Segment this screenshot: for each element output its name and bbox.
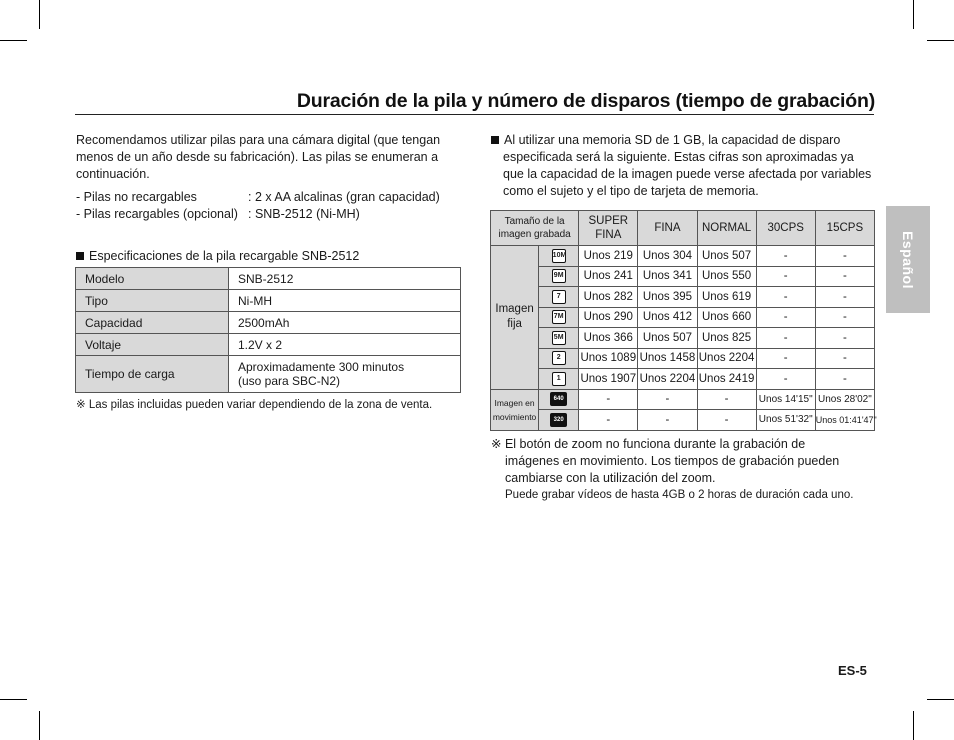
cell-15fps: - — [815, 287, 874, 308]
intro-line: continuación. — [76, 167, 150, 181]
spec-value: 1.2V x 2 — [229, 334, 461, 356]
cell-fina: Unos 395 — [638, 287, 697, 308]
spec-value — [229, 356, 461, 393]
zoom-note-line: ※ El botón de zoom no funciona durante la grabación de — [491, 437, 806, 451]
crop-mark — [927, 699, 954, 700]
cell-normal: Unos 507 — [697, 246, 756, 267]
header-30fps: 30CPS — [756, 211, 815, 246]
spec-value-line: (uso para SBC-N2) — [238, 374, 341, 388]
cell-fina: Unos 1458 — [638, 348, 697, 369]
size-1m-icon: 1 — [539, 369, 579, 390]
header-normal: NORMAL — [697, 211, 756, 246]
cell-normal: Unos 660 — [697, 307, 756, 328]
cell-super: Unos 290 — [579, 307, 638, 328]
page-title: Duración de la pila y número de disparos (tiempo de grabación) — [296, 90, 875, 112]
table-header-row — [491, 211, 875, 246]
cell-30fps: - — [756, 246, 815, 267]
crop-mark — [913, 0, 914, 29]
cell-normal: Unos 2204 — [697, 348, 756, 369]
cell-normal: - — [697, 389, 756, 410]
cell-super: Unos 241 — [579, 266, 638, 287]
spec-label: Tiempo de carga — [76, 356, 229, 393]
header-line: SUPER — [588, 215, 629, 227]
cell-fina: Unos 304 — [638, 246, 697, 267]
header-line: Tamaño de la — [504, 216, 565, 227]
table-row — [491, 410, 875, 431]
spec-value: Ni-MH — [229, 290, 461, 312]
cell-normal: Unos 825 — [697, 328, 756, 349]
battery-type-value: : 2 x AA alcalinas (gran capacidad) — [248, 190, 440, 204]
title-underline — [75, 114, 874, 115]
spec-label: Modelo — [76, 268, 229, 290]
zoom-note-line: cambiarse con la utilización del zoom. — [505, 471, 716, 485]
spec-value: SNB-2512 — [229, 268, 461, 290]
crop-mark — [0, 699, 27, 700]
page-number: ES-5 — [838, 663, 867, 678]
zoom-note — [491, 436, 876, 504]
intro-paragraph — [76, 132, 461, 183]
cell-15fps: - — [815, 246, 874, 267]
sd-note-line: que la capacidad de la imagen puede verse afectada por variables — [503, 167, 872, 181]
battery-type-list — [76, 189, 461, 223]
cell-normal: Unos 619 — [697, 287, 756, 308]
sd-note-text: Al utilizar una memoria SD de 1 GB, la capacidad de disparo — [504, 133, 841, 147]
table-row — [491, 287, 875, 308]
cell-15fps: Unos 28'02" — [815, 389, 874, 410]
crop-mark — [927, 40, 954, 41]
cell-fina: Unos 341 — [638, 266, 697, 287]
cell-normal: Unos 2419 — [697, 369, 756, 390]
cell-fina: Unos 2204 — [638, 369, 697, 390]
table-row — [491, 369, 875, 390]
language-tab-label: Español — [900, 230, 916, 289]
intro-line: Recomendamos utilizar pilas para una cámara digital (que tengan — [76, 133, 441, 147]
cell-30fps: - — [756, 266, 815, 287]
spec-label: Capacidad — [76, 312, 229, 334]
cell-15fps: - — [815, 307, 874, 328]
group-label-line: movimiento — [492, 411, 537, 422]
cell-30fps: - — [756, 369, 815, 390]
cell-super: Unos 282 — [579, 287, 638, 308]
still-image-group-label — [491, 246, 539, 390]
zoom-note-line: imágenes en movimiento. Los tiempos de grabación pueden — [505, 454, 840, 468]
cell-15fps: - — [815, 348, 874, 369]
capacity-table — [490, 210, 875, 431]
zoom-note-line: Puede grabar vídeos de hasta 4GB o 2 horas de duración cada uno. — [505, 489, 854, 501]
spec-label: Voltaje — [76, 334, 229, 356]
size-2m-icon: 2 — [539, 348, 579, 369]
sd-note-line — [491, 132, 881, 149]
intro-line: menos de un año desde su fabricación). Las pilas se enumeran a — [76, 150, 439, 164]
movie-640-icon: 640 — [539, 389, 579, 410]
header-super-fina — [579, 211, 638, 246]
spec-value: 2500mAh — [229, 312, 461, 334]
group-label-line: Imagen en — [494, 397, 535, 408]
language-side-tab — [886, 206, 930, 313]
table-row — [76, 290, 461, 312]
table-row — [491, 307, 875, 328]
cell-fina: Unos 412 — [638, 307, 697, 328]
cell-super: Unos 219 — [579, 246, 638, 267]
table-row — [76, 312, 461, 334]
cell-30fps: - — [756, 307, 815, 328]
table-row — [491, 348, 875, 369]
spec-heading-text: Especificaciones de la pila recargable SNB-2512 — [89, 249, 360, 263]
crop-mark — [0, 40, 27, 41]
cell-30fps: - — [756, 287, 815, 308]
table-row — [491, 246, 875, 267]
square-bullet-icon — [76, 252, 84, 260]
cell-30fps: Unos 14'15" — [756, 389, 815, 410]
header-line: imagen grabada — [498, 229, 571, 240]
cell-normal: - — [697, 410, 756, 431]
cell-super: Unos 1907 — [579, 369, 638, 390]
crop-mark — [913, 711, 914, 740]
cell-15fps: - — [815, 328, 874, 349]
cell-fina: Unos 507 — [638, 328, 697, 349]
movie-group-label — [491, 389, 539, 430]
crop-mark — [39, 0, 40, 29]
square-bullet-icon — [491, 136, 499, 144]
cell-15fps: - — [815, 369, 874, 390]
size-7-icon: 7 — [539, 287, 579, 308]
battery-type-row — [76, 189, 461, 206]
battery-type-label: - Pilas recargables (opcional) — [76, 207, 238, 221]
crop-mark — [39, 711, 40, 740]
spec-value-line: Aproximadamente 300 minutos — [238, 360, 405, 374]
header-image-size — [491, 211, 579, 246]
cell-super: - — [579, 410, 638, 431]
cell-fina: - — [638, 389, 697, 410]
battery-type-row — [76, 206, 461, 223]
header-line: FINA — [595, 229, 622, 241]
cell-30fps: - — [756, 348, 815, 369]
cell-super: Unos 1089 — [579, 348, 638, 369]
cell-super: Unos 366 — [579, 328, 638, 349]
header-fina: FINA — [638, 211, 697, 246]
size-7m-icon: 7M — [539, 307, 579, 328]
cell-super: - — [579, 389, 638, 410]
sd-note-line: como el sujeto y el tipo de tarjeta de memoria. — [503, 184, 759, 198]
table-row — [491, 266, 875, 287]
group-label-line: fija — [507, 318, 522, 331]
group-label-line: Imagen — [495, 303, 534, 316]
battery-spec-table — [75, 267, 461, 393]
table-row — [491, 328, 875, 349]
cell-normal: Unos 550 — [697, 266, 756, 287]
size-5m-icon: 5M — [539, 328, 579, 349]
cell-fina: - — [638, 410, 697, 431]
spec-note: ※ Las pilas incluidas pueden variar dependiendo de la zona de venta. — [76, 399, 433, 411]
spec-heading — [76, 248, 461, 265]
table-row — [76, 268, 461, 290]
size-9m-icon: 9M — [539, 266, 579, 287]
battery-type-label: - Pilas no recargables — [76, 190, 197, 204]
table-row — [491, 389, 875, 410]
table-row — [76, 334, 461, 356]
header-15fps: 15CPS — [815, 211, 874, 246]
cell-30fps: - — [756, 328, 815, 349]
spec-label: Tipo — [76, 290, 229, 312]
table-row — [76, 356, 461, 393]
sd-note-line: especificada será la siguiente. Estas cifras son aproximadas ya — [503, 150, 854, 164]
cell-30fps: Unos 51'32" — [756, 410, 815, 431]
movie-320-icon: 320 — [539, 410, 579, 431]
cell-15fps: Unos 01:41'47" — [815, 410, 874, 431]
sd-note — [491, 132, 881, 200]
battery-type-value: : SNB-2512 (Ni-MH) — [248, 207, 360, 221]
size-10m-icon: 10M — [539, 246, 579, 267]
cell-15fps: - — [815, 266, 874, 287]
